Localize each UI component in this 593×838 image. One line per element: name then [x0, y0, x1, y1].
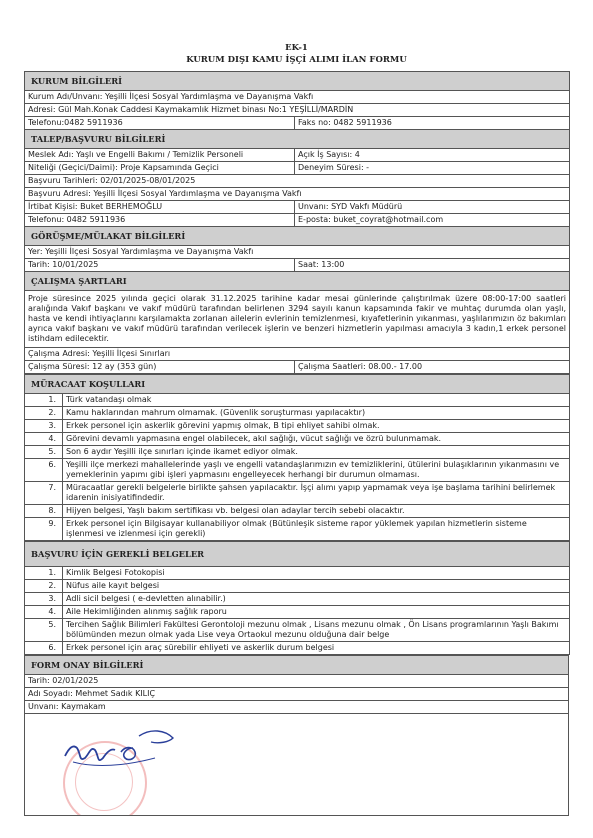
muracaat-item-number: 1.: [25, 394, 63, 407]
belge-item-row: [25, 580, 570, 593]
section-gorusme: GÖRÜŞME/MÜLAKAT BİLGİLERİ: [25, 227, 570, 246]
belge-item-number: 5.: [25, 619, 63, 642]
muracaat-item-number: 7.: [25, 482, 63, 505]
belge-item-text: Nüfus aile kayıt belgesi: [63, 580, 570, 593]
muracaat-item-text: Kamu haklarından mahrum olmamak. (Güvenlik soruşturması yapılacaktır): [63, 407, 570, 420]
muracaat-table: [24, 374, 570, 541]
muracaat-item-text: Yeşilli ilçe merkezi mahallelerinde yaşlı ve engelli vatandaşlarımızın ev temizliklerini, ütülerini bulaşıklarının yıkanmasını ve yemeklerinin yapımı gibi işleri yapmasını engelleyecek herhangi bir durumun olmaması.: [63, 459, 570, 482]
muracaat-item-number: 6.: [25, 459, 63, 482]
muracaat-item-text: Erkek personel için Bilgisayar kullanabiliyor olmak (Bütünleşik sisteme rapor yüklemek yapılan hizmetlerin sisteme işlenmesi ve izlenmesi için gerekli): [63, 518, 570, 541]
section-talep: TALEP/BAŞVURU BİLGİLERİ: [25, 130, 570, 149]
section-muracaat: MÜRACAAT KOŞULLARI: [25, 375, 570, 394]
muracaat-item-row: [25, 482, 570, 505]
muracaat-item-text: Hijyen belgesi, Yaşlı bakım sertifikası vb. belgesi olan adaylar tercih sebebi olacaktır.: [63, 505, 570, 518]
application-form: [24, 71, 569, 816]
signature: [55, 718, 195, 778]
talep-telefon: Telefonu: 0482 5911936: [25, 214, 295, 227]
belge-item-row: [25, 567, 570, 580]
muracaat-item-number: 3.: [25, 420, 63, 433]
irtibat-unvani: Unvanı: SYD Vakfı Müdürü: [295, 201, 570, 214]
muracaat-item-row: [25, 518, 570, 541]
calisma-suresi: Çalışma Süresi: 12 ay (353 gün): [25, 361, 295, 374]
kurum-adres: Adresi: Gül Mah.Konak Caddesi Kaymakamlık Hizmet binası No:1 YEŞİLLİ/MARDİN: [25, 104, 570, 117]
onay-table: [24, 655, 569, 816]
gorusme-yer: Yer: Yeşilli İlçesi Sosyal Yardımlaşma ve Dayanışma Vakfı: [25, 246, 570, 259]
belge-item-row: [25, 606, 570, 619]
belge-item-number: 3.: [25, 593, 63, 606]
onay-unvan: Unvanı: Kaymakam: [25, 701, 569, 714]
onay-tarih: Tarih: 02/01/2025: [25, 675, 569, 688]
muracaat-item-row: [25, 459, 570, 482]
irtibat-kisisi: İrtibat Kişisi: Buket BERHEMOĞLU: [25, 201, 295, 214]
acik-is-sayisi: Açık İş Sayısı: 4: [295, 149, 570, 162]
muracaat-item-number: 2.: [25, 407, 63, 420]
section-kurum: KURUM BİLGİLERİ: [25, 72, 570, 91]
section-belgeler: BAŞVURU İÇİN GEREKLİ BELGELER: [25, 542, 570, 567]
kurum-adi: Kurum Adı/Unvanı: Yeşilli İlçesi Sosyal Yardımlaşma ve Dayanışma Vakfı: [25, 91, 570, 104]
calisma-aciklama: Proje süresince 2025 yılında geçici olarak 31.12.2025 tarihine kadar mesai günlerinde çalıştırılmak üzere 08:00-17:00 saatleri aralığında Vakıf başkanı ve vakıf müdürü tarafından belirlenen 3294 sayılı kanun kapsamında fakir ve muhtaç durumda olan yaşlı, hasta ve kendi ihtiyaçlarını karşılamakta zorlanan ailelerin evlerinin temizlenmesi, kıyafetlerinin yıkanması, yaşlılarımızın öz bakımları ayrıca vakıf başkanı ve vakıf müdürü tarafından verilecek işlerin ve benzeri hizmetlerin yapılması amacıyla 3 kadın,1 erkek personel istihdam edilecektir.: [25, 291, 570, 348]
section-calisma: ÇALIŞMA ŞARTLARI: [25, 272, 570, 291]
belge-item-number: 2.: [25, 580, 63, 593]
muracaat-item-row: [25, 420, 570, 433]
belgeler-table: [24, 541, 570, 655]
muracaat-item-row: [25, 505, 570, 518]
muracaat-item-text: Müracaatlar gerekli belgelerle birlikte şahsen yapılacaktır. İşçi alımı yapıp yapmamak veya işe başlama tarihini belirlemek idarenin inisiyatifindedir.: [63, 482, 570, 505]
signature-area: [25, 714, 569, 816]
muracaat-item-number: 4.: [25, 433, 63, 446]
talep-eposta: E-posta: buket_coyrat@hotmail.com: [295, 214, 570, 227]
muracaat-item-row: [25, 446, 570, 459]
kurum-telefon: Telefonu:0482 5911936: [25, 117, 295, 130]
form-code: EK-1: [285, 43, 308, 53]
muracaat-item-row: [25, 407, 570, 420]
muracaat-item-text: Türk vatandaşı olmak: [63, 394, 570, 407]
muracaat-item-number: 9.: [25, 518, 63, 541]
muracaat-item-text: Son 6 aydır Yeşilli ilçe sınırları içinde ikamet ediyor olmak.: [63, 446, 570, 459]
muracaat-item-text: Görevini devamlı yapmasına engel olabilecek, akıl sağlığı, vücut sağlığı ve özrü bulunmamak.: [63, 433, 570, 446]
muracaat-item-text: Erkek personel için askerlik görevini yapmış olmak, B tipi ehliyet sahibi olmak.: [63, 420, 570, 433]
belge-item-number: 1.: [25, 567, 63, 580]
gorusme-tarih: Tarih: 10/01/2025: [25, 259, 295, 272]
muracaat-item-number: 5.: [25, 446, 63, 459]
gorusme-saat: Saat: 13:00: [295, 259, 570, 272]
niteligi: Niteliği (Geçici/Daimi): Proje Kapsamında Geçici: [25, 162, 295, 175]
onay-adsoyad: Adı Soyadı: Mehmet Sadık KILIÇ: [25, 688, 569, 701]
deneyim-suresi: Deneyim Süresi: -: [295, 162, 570, 175]
kurum-faks: Faks no: 0482 5911936: [295, 117, 570, 130]
belge-item-number: 4.: [25, 606, 63, 619]
muracaat-item-number: 8.: [25, 505, 63, 518]
belge-item-text: Aile Hekimliğinden alınmış sağlık raporu: [63, 606, 570, 619]
calisma-adresi: Çalışma Adresi: Yeşilli İlçesi Sınırları: [25, 348, 570, 361]
belge-item-text: Tercihen Sağlık Bilimleri Fakültesi Gerontoloji mezunu olmak , Lisans mezunu olmak , Ön Lisans programlarının Yaşlı Bakımı bölümünden mezun olmak yada Lise veya Ortaokul mezunu olduğuna dair belge: [63, 619, 570, 642]
belge-item-text: Adli sicil belgesi ( e-devletten alınabilir.): [63, 593, 570, 606]
section-onay: FORM ONAY BİLGİLERİ: [25, 656, 569, 675]
belge-item-text: Erkek personel için araç sürebilir ehliyeti ve askerlik durum belgesi: [63, 642, 570, 655]
basvuru-adresi: Başvuru Adresi: Yeşilli İlçesi Sosyal Yardımlaşma ve Dayanışma Vakfı: [25, 188, 570, 201]
form-title: KURUM DIŞI KAMU İŞÇİ ALIMI İLAN FORMU: [186, 55, 407, 65]
belge-item-row: [25, 619, 570, 642]
meslek-adi: Meslek Adı: Yaşlı ve Engelli Bakımı / Temizlik Personeli: [25, 149, 295, 162]
muracaat-item-row: [25, 433, 570, 446]
belge-item-text: Kimlik Belgesi Fotokopisi: [63, 567, 570, 580]
belge-item-row: [25, 642, 570, 655]
basvuru-tarihleri: Başvuru Tarihleri: 02/01/2025-08/01/2025: [25, 175, 570, 188]
belge-item-number: 6.: [25, 642, 63, 655]
belge-item-row: [25, 593, 570, 606]
muracaat-item-row: [25, 394, 570, 407]
calisma-saatleri: Çalışma Saatleri: 08.00.- 17.00: [295, 361, 570, 374]
